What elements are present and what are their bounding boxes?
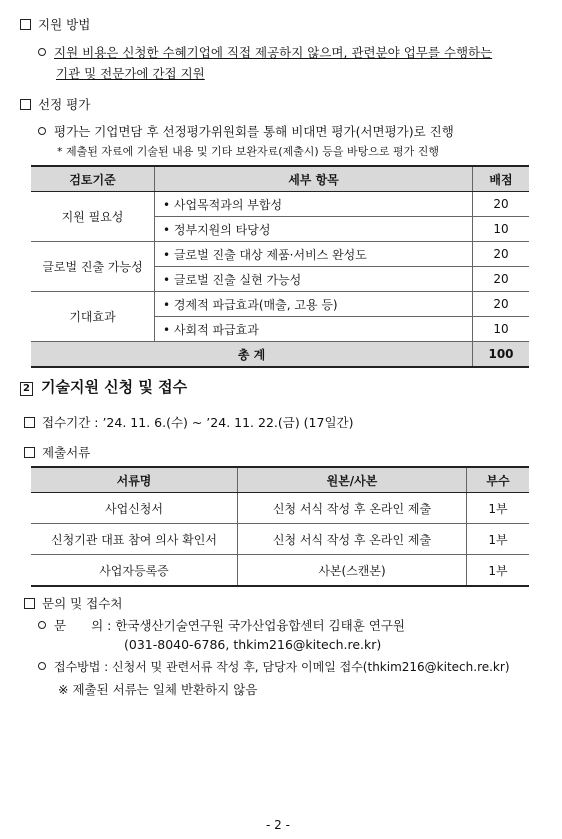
table-row: 신청기관 대표 참여 의사 확인서 신청 서식 작성 후 온라인 제출 1부 bbox=[31, 524, 529, 555]
table-header-row: 검토기준 세부 항목 배점 bbox=[31, 166, 529, 192]
square-bullet-icon bbox=[24, 447, 35, 458]
submission-docs-heading: 제출서류 bbox=[24, 443, 90, 461]
square-bullet-icon bbox=[24, 598, 35, 609]
contact-note: ※ 제출된 서류는 일체 반환하지 않음 bbox=[58, 682, 258, 697]
section-heading-evaluation: 선정 평가 bbox=[20, 95, 90, 113]
table-row: 글로벌 진출 가능성 • 글로벌 진출 대상 제품·서비스 완성도 20 bbox=[31, 242, 529, 267]
table-row: 기대효과 • 경제적 파급효과(매출, 고용 등) 20 bbox=[31, 292, 529, 317]
table-row: • 글로벌 진출 실현 가능성 20 bbox=[31, 267, 529, 292]
contact-submission-method: 접수방법 : 신청서 및 관련서류 작성 후, 담당자 이메일 접수(thkim216@kitech.re.kr) bbox=[38, 658, 510, 675]
section-heading-support-method: 지원 방법 bbox=[20, 15, 90, 33]
contact-inquiry: 문 의 : 한국생산기술연구원 국가산업융합센터 김태훈 연구원 bbox=[38, 616, 405, 634]
support-method-bullet-cont: 기관 및 전문가에 간접 지원 bbox=[56, 66, 205, 81]
table-row: 사업신청서 신청 서식 작성 후 온라인 제출 1부 bbox=[31, 493, 529, 524]
circle-bullet-icon bbox=[38, 621, 46, 629]
table-header-row: 서류명 원본/사본 부수 bbox=[31, 467, 529, 493]
square-bullet-icon bbox=[20, 99, 31, 110]
table-row: 사업자등록증 사본(스캔본) 1부 bbox=[31, 555, 529, 587]
section-heading-application: 2 기술지원 신청 및 접수 bbox=[20, 376, 187, 397]
application-period: 접수기간 : ’24. 11. 6.(수) ~ ’24. 11. 22.(금) (17일간) bbox=[24, 413, 353, 431]
contact-heading: 문의 및 접수처 bbox=[24, 594, 122, 612]
table-row: 지원 필요성 • 사업목적과의 부합성 20 bbox=[31, 192, 529, 217]
support-method-bullet: 지원 비용은 신청한 수혜기업에 직접 제공하지 않으며, 관련분야 업무를 수행하는 bbox=[38, 43, 492, 61]
section-number-box: 2 bbox=[20, 382, 33, 396]
square-bullet-icon bbox=[24, 417, 35, 428]
evaluation-table bbox=[31, 165, 529, 368]
table-row: • 정부지원의 타당성 10 bbox=[31, 217, 529, 242]
circle-bullet-icon bbox=[38, 48, 46, 56]
table-row: • 사회적 파급효과 10 bbox=[31, 317, 529, 342]
evaluation-note: * 제출된 자료에 기술된 내용 및 기타 보완자료(제출시) 등을 바탕으로 평가 진행 bbox=[57, 145, 439, 158]
square-bullet-icon bbox=[20, 19, 31, 30]
evaluation-bullet: 평가는 기업면담 후 선정평가위원회를 통해 비대면 평가(서면평가)로 진행 bbox=[38, 122, 454, 140]
table-total-row: 총 계 100 bbox=[31, 342, 529, 368]
contact-phone-email: (031-8040-6786, thkim216@kitech.re.kr) bbox=[124, 637, 382, 652]
circle-bullet-icon bbox=[38, 662, 46, 670]
documents-table bbox=[31, 466, 529, 587]
circle-bullet-icon bbox=[38, 127, 46, 135]
page-number: - 2 - bbox=[266, 818, 290, 832]
